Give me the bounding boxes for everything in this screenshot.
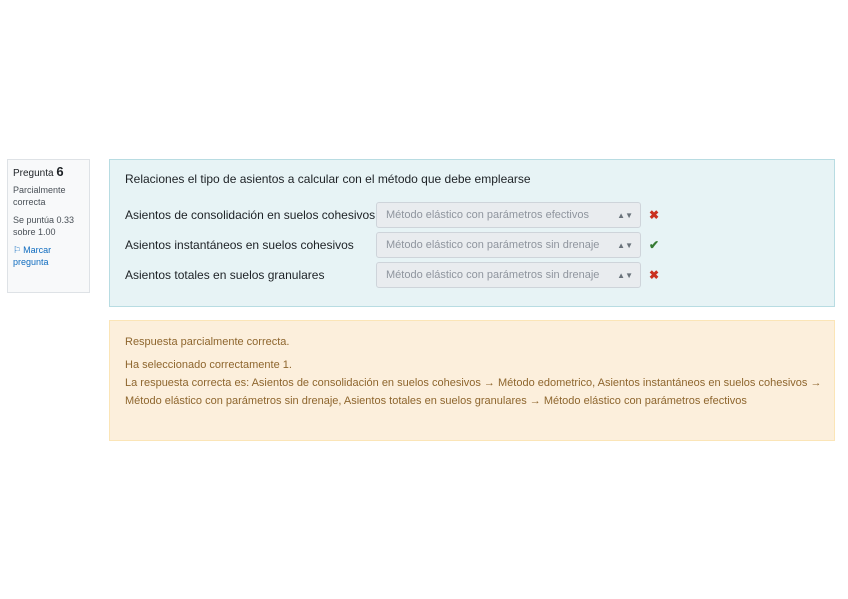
question-label: Pregunta [13,168,54,179]
match-select-value: Método elástico con parámetros sin drenaje [386,239,600,251]
question-number [13,166,84,180]
match-select-value: Método elástico con parámetros sin drenaje [386,269,600,281]
feedback-box [109,320,835,441]
select-arrows-icon: ▲▼ [617,270,633,280]
question-number-value: 6 [56,164,64,179]
flag-icon: ⚐ [13,245,22,255]
match-row [125,230,819,260]
match-select[interactable] [376,232,641,258]
question-state: Parcialmente correcta [13,185,66,207]
feedback-title: Respuesta parcialmente correcta. [125,336,290,348]
match-select[interactable] [376,262,641,288]
feedback-correct-count: Ha seleccionado correctamente 1. [125,359,292,371]
select-arrows-icon: ▲▼ [617,210,633,220]
question-formulation [109,159,835,307]
check-icon: ✔ [648,238,660,252]
select-arrows-icon: ▲▼ [617,240,633,250]
cross-icon: ✖ [648,208,660,222]
match-row-label: Asientos de consolidación en suelos cohesivos [125,208,376,222]
flag-question-link[interactable] [13,244,84,268]
flag-question-label: Marcar pregunta [13,245,52,267]
question-text: Relaciones el tipo de asientos a calcular con el método que debe emplearse [125,172,531,186]
match-row-label: Asientos instantáneos en suelos cohesivos [125,238,354,252]
match-select-value: Método elástico con parámetros efectivos [386,209,589,221]
question-grade: Se puntúa 0.33 sobre 1.00 [13,215,75,237]
feedback-right-answer: La respuesta correcta es: Asientos de consolidación en suelos cohesivos → Método edometrico, Asientos instantáneos en suelos cohesivos → Método elástico con parámetros sin drenaje, Asientos totales en suelos granulares → Método elástico con parámetros efectivos [125,377,822,407]
match-select[interactable] [376,202,641,228]
match-row [125,260,819,290]
question-info-panel [7,159,90,293]
match-row [125,200,819,230]
cross-icon: ✖ [648,268,660,282]
match-row-label: Asientos totales en suelos granulares [125,268,325,282]
